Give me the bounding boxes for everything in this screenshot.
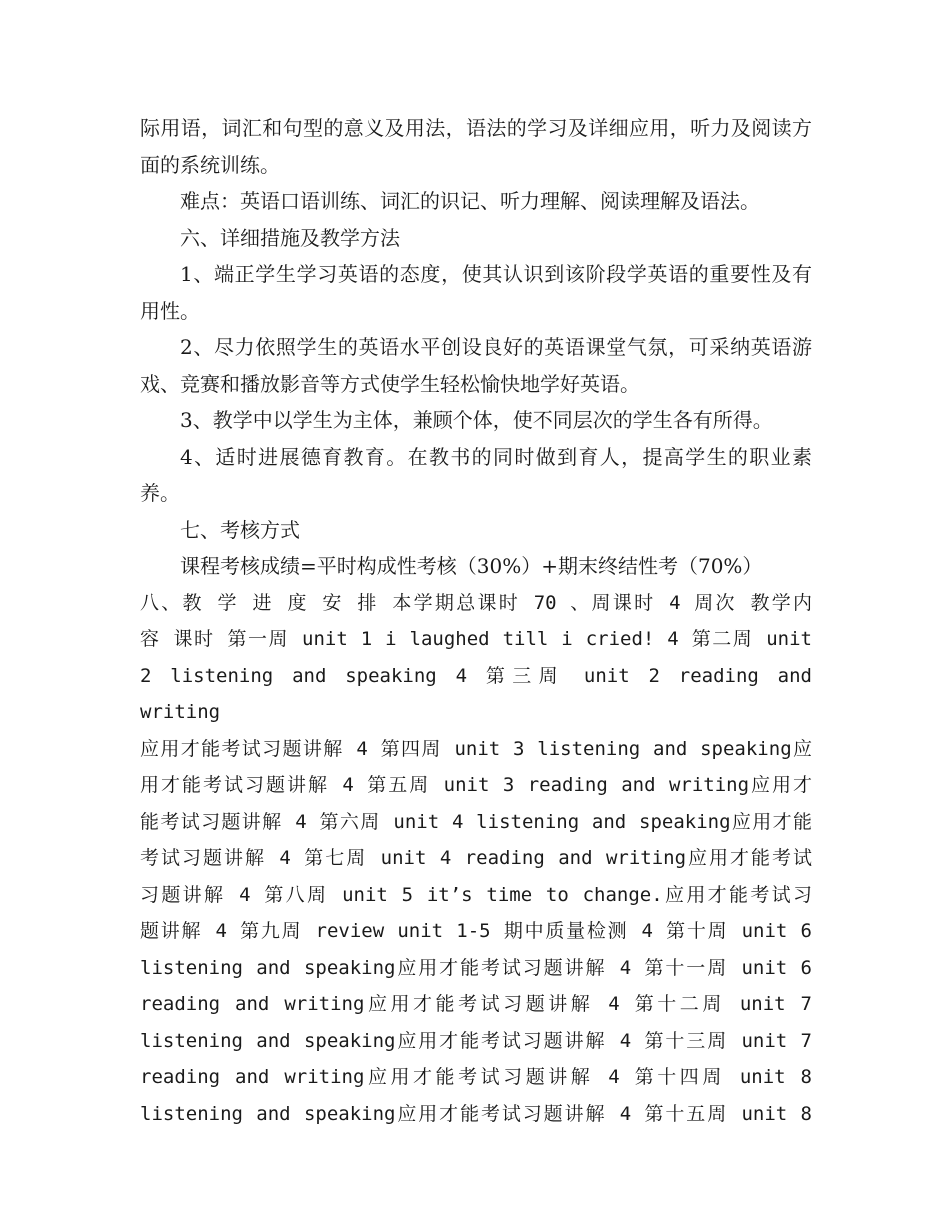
- schedule-line: 能考试习题讲解 4 第六周 unit 4 listening and speaking应用才能: [140, 810, 812, 833]
- paragraph-difficulties: 难点：英语口语训练、词汇的识记、听力理解、阅读理解及语法。: [180, 189, 760, 213]
- assessment-formula: 课程考核成绩=平时构成性考核（30%）+期末终结性考（70%）: [180, 554, 763, 578]
- schedule-line: 考试习题讲解 4 第七周 unit 4 reading and writing应用才能考试: [140, 847, 812, 869]
- schedule-line: listening and speaking应用才能考试习题讲解 4 第十一周 unit 6: [140, 956, 812, 979]
- schedule-line: listening and speaking应用才能考试习题讲解 4 第十五周 unit 8: [140, 1102, 812, 1125]
- measure-item-2: 2、尽力依照学生的英语水平创设良好的英语课堂气氛，可采纳英语游戏、竞赛和播放影音等方式使学生轻松愉快地学好英语。: [140, 335, 812, 396]
- paragraph-key-points-cont: 际用语，词汇和句型的意义及用法，语法的学习及详细应用，听力及阅读方面的系统训练。: [140, 116, 812, 177]
- schedule-line: 八、教 学 进 度 安 排 本学期总课时 70 、周课时 4 周次 教学内: [140, 591, 812, 614]
- schedule-line: 应用才能考试习题讲解 4 第四周 unit 3 listening and speaking应: [140, 737, 812, 760]
- schedule-line: reading and writing应用才能考试习题讲解 4 第十二周 unit 7: [140, 993, 812, 1015]
- measure-item-3: 3、教学中以学生为主体，兼顾个体，使不同层次的学生各有所得。: [180, 408, 773, 432]
- schedule-line: reading and writing应用才能考试习题讲解 4 第十四周 unit 8: [140, 1066, 812, 1088]
- section-heading-assessment: 七、考核方式: [180, 517, 300, 542]
- section-heading-measures: 六、详细措施及教学方法: [180, 225, 400, 250]
- measure-item-1: 1、端正学生学习英语的态度，使其认识到该阶段学英语的重要性及有用性。: [140, 262, 812, 323]
- schedule-line: 用才能考试习题讲解 4 第五周 unit 3 reading and writing应用才: [140, 774, 812, 796]
- schedule-line: listening and speaking应用才能考试习题讲解 4 第十三周 unit 7: [140, 1029, 812, 1052]
- schedule-line: 习题讲解 4 第八周 unit 5 it’s time to change.应用才能考试习: [140, 883, 812, 906]
- measure-item-4: 4、适时进展德育教育。在教书的同时做到育人，提高学生的职业素养。: [140, 444, 812, 505]
- schedule-line: 2 listening and speaking 4 第三周 unit 2 reading and writing: [140, 664, 812, 723]
- schedule-line: 题讲解 4 第九周 review unit 1-5 期中质量检测 4 第十周 unit 6: [140, 920, 812, 942]
- document-body: [140, 110, 812, 1132]
- schedule-line: 容 课时 第一周 unit 1 i laughed till i cried! 4 第二周 unit: [140, 628, 812, 650]
